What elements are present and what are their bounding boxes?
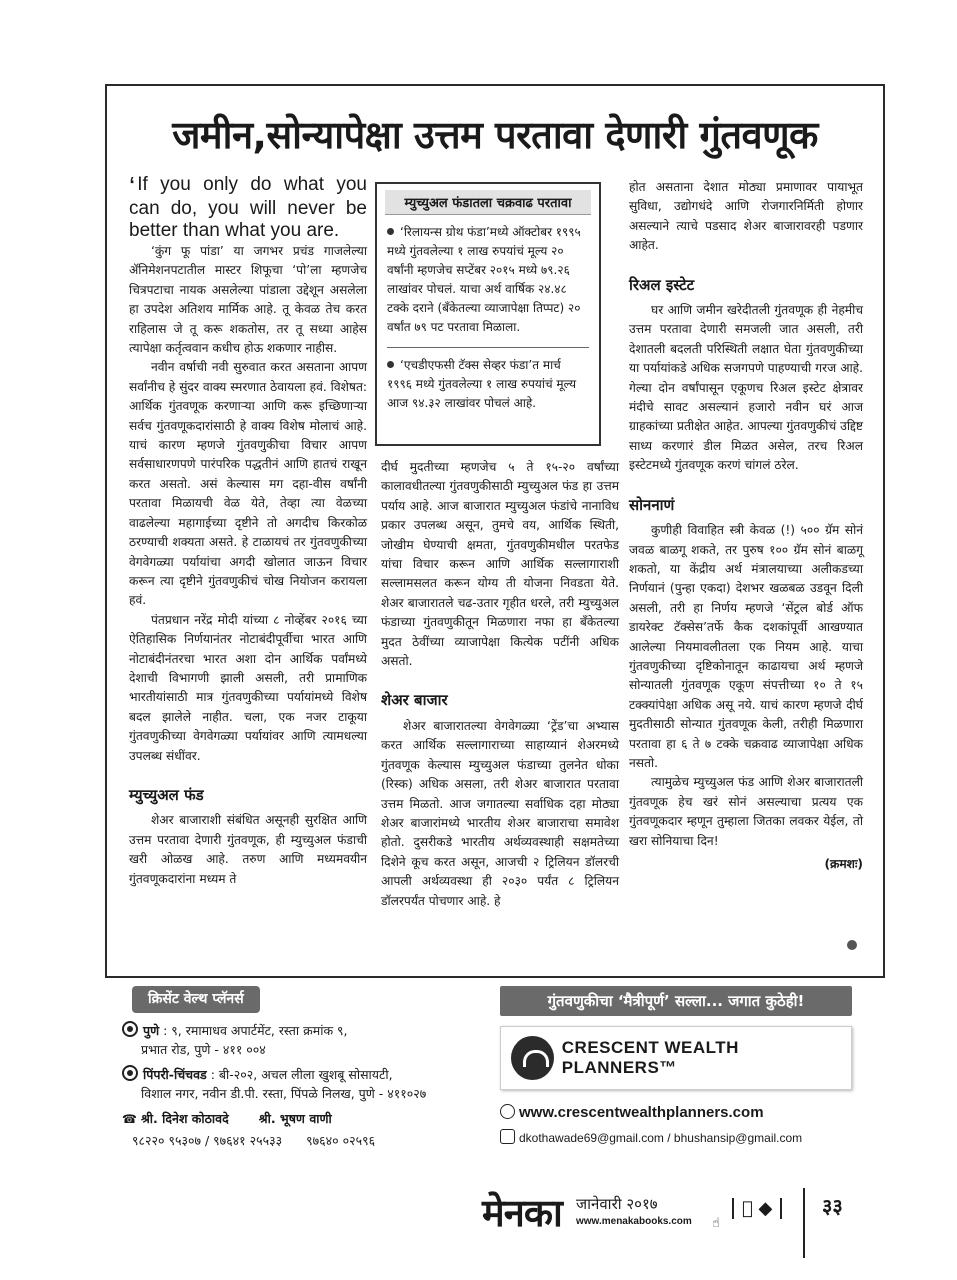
paragraph: ‘कुंग फू पांडा’ या जगभर प्रचंड गाजलेल्या ॲनिमेशनपटातील मास्टर शिफूचा ‘पो’ला म्हणजेच चित्रपटाचा नायक असलेल्या पांडाला उद्देशून असलेला हा उपदेश अतिशय मार्मिक आहे. तू केवळ तेच करत राहिलास जे तू करू शकतोस, तर तू सध्या आहेस त्यापेक्षा कर्तृत्ववान कधीच होऊ शकणार नाहीस. [129, 244, 367, 356]
website-line [500, 1104, 852, 1121]
sidebar-box [375, 182, 601, 446]
address-text: प्रभात रोड, पुणे - ४११ ००४ [141, 1042, 266, 1057]
paragraph: होत असताना देशात मोठ्या प्रमाणावर पायाभूत सुविधा, उद्योगधंदे आणि रोजगारनिर्मिती होणार असल्याने त्याचे पडसाद शेअर बाजारावरही पडणार आहेत. [629, 180, 863, 253]
section-heading-mutual-fund: म्युच्युअल फंड [129, 785, 204, 804]
phone-numbers [122, 1131, 490, 1150]
contact-persons [122, 1109, 490, 1129]
box-item [387, 356, 589, 413]
app-store-icons[interactable]: ◆ [732, 1198, 782, 1219]
address-text: विशाल नगर, नवीन डी.पी. रस्ता, पिंपळे निलख, पुणे - ४११०२७ [141, 1086, 427, 1101]
address-list [110, 1021, 490, 1150]
phone-icon: ☎ [122, 1112, 137, 1126]
ad-brand-block [500, 986, 852, 1156]
company-logo-box [500, 1026, 852, 1090]
company-pill: क्रिसेंट वेल्थ प्लॅनर्स [132, 986, 260, 1013]
paragraph: कुणीही विवाहित स्त्री केवळ (!) ५०० ग्रॅम सोनं जवळ बाळगू शकते, तर पुरुष १०० ग्रॅम सोनं बाळगू शकतो, या केंद्रीय अर्थ मंत्रालयाच्या अलीकडच्या निर्णयानं (पुन्हा एकदा) देशभर खळबळ उडवून दिली असली, तरी हा निर्णय म्हणजे ‘सेंट्रल बोर्ड ऑफ डायरेक्ट टॅक्सेस’तर्फे कैक दशकांपूर्वी आखण्यात आलेल्या नियमावलीतला एक नियम आहे. याचा गुंतवणुकीच्या दृष्टिकोनातून काढायचा अर्थ म्हणजे सोन्यातली गुंतवणूक एकूण संपत्तीच्या १० ते १५ टक्क्यांपेक्षा अधिक असू नये. याचं कारण म्हणजे दीर्घ मुदतीसाठी सोन्यात गुंतवणूक केली, तरीही मिळणारा परतावा हा ६ ते ७ टक्के चक्रवाढ व्याजापेक्षा अधिक नसतो. [629, 523, 863, 770]
article-frame [105, 84, 885, 978]
address-text: : ९, रमामाधव अपार्टमेंट, रस्ता क्रमांक ९, [163, 1023, 348, 1038]
column-3 [629, 178, 863, 874]
paragraph: पंतप्रधान नरेंद्र मोदी यांच्या ८ नोव्हेंबर २०१६ च्या ऐतिहासिक निर्णयानंतर नोटाबंदीपूर्वीचा भारत आणि नोटाबंदीनंतरचा भारत अशा दोन आर्थिक पर्वांमध्ये देशाची विभागणी झाली असली, तरी प्रामाणिक भारतीयांसाठी मात्र गुंतवणुकीच्या पर्यायांमध्ये विशेष बदल झालेले नाहीत. चला, एक नजर टाकूया गुंतवणुकीच्या वेगवेगळ्या पर्यायांवर आणि त्यामधल्या उपलब्ध संधींवर. [129, 612, 367, 763]
company-name: CRESCENT WEALTH PLANNERS™ [561, 1038, 739, 1077]
column-2 [381, 458, 619, 911]
quote-mark-icon: ‘ [129, 171, 136, 202]
globe-icon [500, 1104, 515, 1119]
bullet-icon [387, 361, 394, 368]
page-number: ३३ [822, 1194, 843, 1218]
section-heading-gold: सोननाणं [629, 495, 675, 514]
paragraph: शेअर बाजाराशी संबंधित असूनही सुरक्षित आणि उत्तम परतावा देणारी गुंतवणूक, ही म्युच्युअल फंडाची खरी ओळख आहे. तरुण आणि मध्यमवयीन गुंतवणूकदारांना मध्यम ते [129, 813, 367, 886]
person-name: श्री. भूषण वाणी [258, 1111, 332, 1126]
ad-contact-block [110, 986, 490, 1156]
box-item-text: ‘एचडीएफसी टॅक्स सेव्हर फंडा’त मार्च १९९६ मध्ये गुंतवलेल्या १ लाख रुपयांचं मूल्य आज ९४.३२ लाखांवर पोचलं आहे. [387, 358, 577, 410]
magazine-website[interactable]: www.menakabooks.com [576, 1216, 692, 1227]
address-label: पुणे [143, 1023, 160, 1038]
divider [387, 347, 589, 348]
column-1 [129, 171, 367, 889]
hand-cursor-icon: ☝ [712, 1216, 720, 1231]
end-mark-icon [847, 940, 857, 950]
person-name: श्री. दिनेश कोठावदे [140, 1111, 229, 1126]
section-heading-real-estate: रिअल इस्टेट [629, 275, 695, 294]
email-text[interactable]: dkothawade69@gmail.com / bhushansip@gmail.com [519, 1131, 803, 1145]
pull-quote [129, 171, 367, 242]
crescent-logo-icon [511, 1036, 554, 1080]
issue-date: जानेवारी २०१७ [576, 1195, 658, 1213]
paragraph: त्यामुळेच म्युच्युअल फंड आणि शेअर बाजारातली गुंतवणूक हेच खरं सोनं असल्याचा प्रत्यय एक गुंतवणूकदार म्हणून तुम्हाला जितका लवकर येईल, तो खरा सोनियाचा दिन! [629, 775, 863, 848]
paragraph: दीर्घ मुदतीच्या म्हणजेच ५ ते १५-२० वर्षांच्या कालावधीतल्या गुंतवणुकीसाठी म्युच्युअल फंड हा उत्तम पर्याय आहे. आज बाजारात म्युच्युअल फंडांचे नानाविध प्रकार उपलब्ध असून, तुमचे वय, आर्थिक स्थिती, जोखीम घेण्याची क्षमता, गुंतवणुकीमधील परतफेड यांचा विचार करून आणि आर्थिक सल्लागाराशी सल्लामसलत करून योग्य ती योजना निवडता येते. शेअर बाजारातले चढ-उतार गृहीत धरले, तरी म्युच्युअल फंडाच्या गुंतवणुकीतून मिळणारा नफा हा बँकेतल्या मुदत ठेवींच्या व्याजापेक्षा कित्येक पटींनी अधिक असतो. [381, 460, 619, 669]
address-pune [122, 1021, 490, 1040]
ad-banner: गुंतवणुकीचा ‘मैत्रीपूर्ण’ सल्ला... जगात कुठेही! [500, 986, 852, 1016]
section-heading-share-market: शेअर बाजार [381, 691, 448, 710]
divider [803, 1188, 805, 1258]
quote-text: If you only do what you can do, you will never be better than what you are. [129, 174, 367, 241]
magazine-logo: मेनका [482, 1190, 562, 1235]
website-link[interactable]: www.crescentwealthplanners.com [519, 1104, 764, 1121]
location-icon [122, 1065, 138, 1081]
address-pcmc [122, 1065, 490, 1084]
bullet-icon [387, 228, 394, 235]
phone-number: ९७६४० ०२५९६ [306, 1133, 376, 1148]
contact-person [122, 1109, 229, 1129]
phone-number: ९८२२० ९५३०७ / ९७६४१ २५५३३ [132, 1133, 283, 1148]
email-line [500, 1129, 852, 1145]
address-text: : बी-२०२, अचल लीला खुशबू सोसायटी, [210, 1067, 393, 1082]
box-item [387, 223, 589, 337]
mail-icon [500, 1129, 515, 1144]
location-icon [122, 1021, 138, 1037]
paragraph: घर आणि जमीन खरेदीतली गुंतवणूक ही नेहमीच उत्तम परतावा देणारी समजली जात असली, तरी देशातली बदलती परिस्थिती लक्षात घेता गुंतवणुकीच्या या पर्यायांकडे अधिक सजगपणे पाहण्याची गरज आहे. गेल्या दोन वर्षांपासून एकूणच रिअल इस्टेट क्षेत्रावर मंदीचे सावट असल्यानं हजारो नवीन घरं आज ग्राहकांच्या प्रतीक्षेत आहेत. आपल्या गुंतवणुकीचं उद्दिष्ट साध्य करणारं डील मिळत असेल, तरच रिअल इस्टेटमध्ये गुंतवणूक करणं चांगलं ठरेल. [629, 303, 863, 473]
to-be-continued: (क्रमशः) [824, 857, 863, 871]
paragraph: शेअर बाजारातल्या वेगवेगळ्या ‘ट्रेंड’चा अभ्यास करत आर्थिक सल्लागाराच्या साहाय्यानं शेअरमध्ये गुंतवणूक केल्यास म्युच्युअल फंडाच्या तुलनेत धोका (रिस्क) अधिक असला, तरी शेअर बाजारात परतावा उत्तम मिळतो. आज जगातल्या सर्वाधिक दहा मोठ्या शेअर बाजारांमध्ये भारतीय शेअर बाजाराचा समावेश होतो. दुसरीकडे भारतीय अर्थव्यवस्थाही सक्षमतेच्या दिशेने कूच करत असून, आजची २ ट्रिलियन डॉलरची आपली अर्थव्यवस्था ही २०३० पर्यंत ८ ट्रिलियन डॉलरपर्यंत पोचणार आहे. हे [381, 718, 619, 908]
article-title: जमीन,सोन्यापेक्षा उत्तम परतावा देणारी गुंतवणूक [172, 113, 818, 157]
paragraph: नवीन वर्षाची नवी सुरुवात करत असताना आपण सर्वांनीच हे सुंदर वाक्य स्मरणात ठेवायला हवं. विशेषत: आर्थिक गुंतवणूक करणाऱ्या आणि करू इच्छिणाऱ्या सर्वच गुंतवणूकदारांसाठी हे वाक्य विशेष मोलाचं आहे. याचं कारण म्हणजे गुंतवणुकीचा विचार आपण सर्वसाधारणपणे पारंपरिक पद्धतीनं आणि हातचं राखून करत असतो. असं केल्यास मग दहा-वीस वर्षांनी परतावा मिळायची वेळ येते, तेव्हा त्या वेळच्या वाढलेल्या महागाईच्या दृष्टीने तो अगदीच किरकोळ ठरण्याची शक्यता असते. हे टाळायचं तर गुंतवणुकीच्या वेगवेगळ्या पर्यायांचा अगदी खोलात जाऊन विचार करून त्या दृष्टीने गुंतवणुकीचं चोख नियोजन करायला हवं. [129, 360, 367, 608]
address-label: पिंपरी-चिंचवड [143, 1067, 207, 1082]
box-item-text: ‘रिलायन्स ग्रोथ फंडा’मध्ये ऑक्टोबर १९९५ मध्ये गुंतवलेल्या १ लाख रुपयांचं मूल्य २० वर्षांनी म्हणजेच सप्टेंबर २०१५ मध्ये ७९.२६ लाखांवर पोचलं. याचा अर्थ वार्षिक २४.४८ टक्के दराने (बँकेतल्या व्याजापेक्षा तिप्पट) २० वर्षांत ७९ पट परतावा मिळाला. [387, 225, 581, 334]
box-title: म्युच्युअल फंडातला चक्रवाढ परतावा [385, 190, 591, 215]
